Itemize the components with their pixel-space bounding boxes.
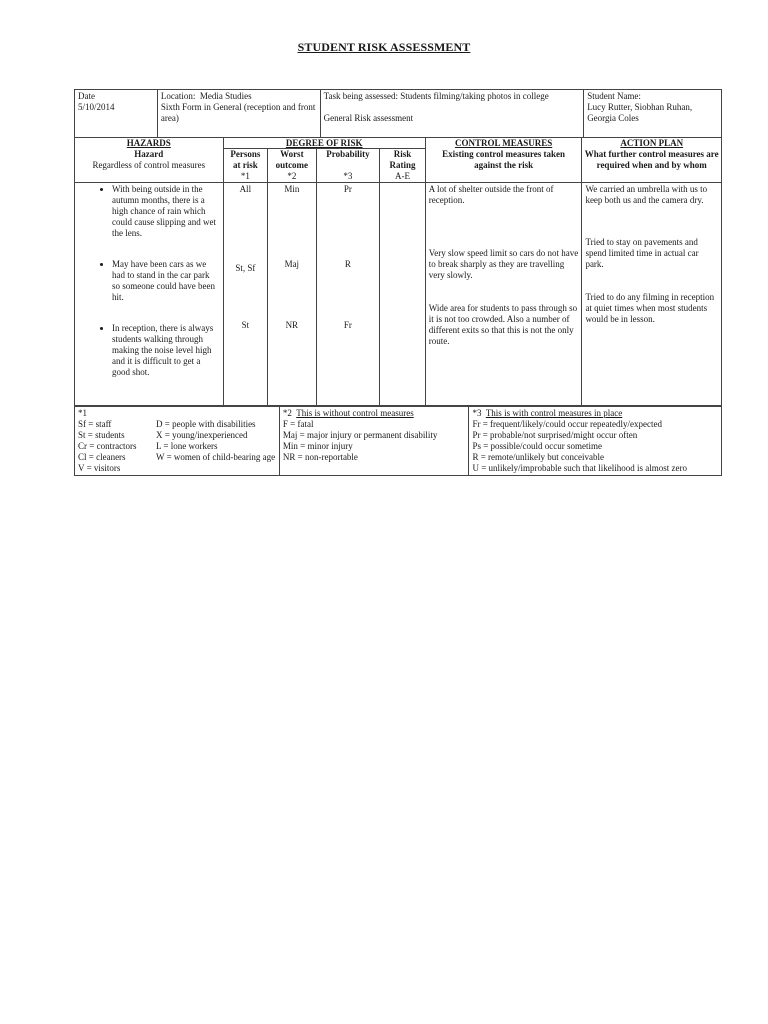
- probability-key-item: Pr = probable/not surprised/might occur often: [472, 430, 638, 440]
- key-table: [74, 406, 722, 476]
- probability-key: [469, 407, 722, 476]
- persons-key-title: *1: [78, 408, 87, 418]
- persons-value: St, Sf: [235, 263, 256, 273]
- worst-cell: [268, 183, 317, 406]
- hazard-rows: [75, 183, 722, 406]
- student-cell: [584, 90, 722, 138]
- persons-column-header: Persons at risk *1: [223, 149, 267, 183]
- persons-key-item: L = lone workers: [156, 441, 218, 451]
- probability-key-item: U = unlikely/improbable such that likelihood is almost zero: [472, 463, 688, 473]
- task-value: Students filming/taking photos in college: [400, 91, 549, 101]
- student-names: Lucy Rutter, Siobhan Ruhan, Georgia Coles: [587, 102, 693, 123]
- action-column-header: What further control measures are required when and by whom: [582, 149, 722, 183]
- worst-value: Min: [284, 184, 300, 194]
- action-text: Tried to stay on pavements and spend limited time in actual car park.: [585, 237, 699, 269]
- task-label: Task being assessed:: [323, 91, 398, 101]
- probability-key-ref: *3: [472, 408, 482, 418]
- action-text: Tried to do any filming in reception at quiet times when most students would be in lesson.: [585, 292, 715, 324]
- column-header-row: [75, 149, 722, 183]
- outcome-key: [279, 407, 469, 476]
- outcome-key-item: NR = non-reportable: [282, 452, 358, 462]
- persons-value: St: [241, 320, 250, 330]
- hazards-heading: HAZARDS: [75, 138, 224, 149]
- persons-key-item: Cl = cleaners: [78, 452, 126, 462]
- control-text: Wide area for students to pass through so it is not too crowded. Also a number of different exits so that this is not the only route.: [428, 303, 578, 346]
- probability-value: Pr: [343, 184, 352, 194]
- date-label: Date: [78, 91, 95, 101]
- hazard-list-cell: [75, 183, 224, 406]
- persons-key-item: D = people with disabilities: [156, 419, 256, 429]
- section-header-row: [75, 138, 722, 149]
- worst-value: Maj: [284, 259, 300, 269]
- degree-of-risk-heading: DEGREE OF RISK: [223, 138, 425, 149]
- location-label: Location:: [160, 91, 196, 101]
- risk-column-header: Risk Rating A-E: [380, 149, 425, 183]
- control-cell: [425, 183, 582, 406]
- persons-key-item: W = women of child-bearing age: [156, 452, 276, 462]
- hazard-item: • In reception, there is always students walking through making the noise level high and it is difficult to get a good shot.: [112, 323, 220, 378]
- location-cell: [157, 90, 320, 138]
- probability-value: Fr: [343, 320, 352, 330]
- action-cell: [582, 183, 722, 406]
- risk-table: [74, 137, 722, 406]
- outcome-key-title: This is without control measures: [296, 408, 414, 418]
- page-title: STUDENT RISK ASSESSMENT: [297, 40, 471, 54]
- hazard-list: [78, 184, 220, 378]
- control-column-header: Existing control measures taken against the risk: [425, 149, 582, 183]
- probability-key-item: Ps = possible/could occur sometime: [472, 441, 603, 451]
- outcome-key-item: Maj = major injury or permanent disability: [282, 430, 438, 440]
- worst-value: NR: [285, 320, 299, 330]
- persons-key-item: X = young/inexperienced: [156, 430, 248, 440]
- task-detail: General Risk assessment: [323, 113, 414, 123]
- student-label: Student Name:: [587, 91, 641, 101]
- worst-column-header: Worst outcome *2: [268, 149, 317, 183]
- probability-key-item: R = remote/unlikely but conceivable: [472, 452, 605, 462]
- probability-cell: [316, 183, 380, 406]
- action-text: We carried an umbrella with us to keep both us and the camera dry.: [585, 184, 708, 205]
- outcome-key-item: Min = minor injury: [282, 441, 353, 451]
- action-plan-heading: ACTION PLAN: [582, 138, 722, 149]
- hazard-item: • May have been cars as we had to stand in the car park so someone could have been hit.: [112, 259, 220, 303]
- persons-value: All: [239, 184, 252, 194]
- persons-key: [75, 407, 280, 476]
- task-cell: [320, 90, 584, 138]
- outcome-key-item: F = fatal: [282, 419, 314, 429]
- location-value: Media Studies: [199, 91, 252, 101]
- location-detail: Sixth Form in General (reception and front area): [160, 102, 316, 123]
- hazard-item: • With being outside in the autumn months, there is a high chance of rain which could cause slipping and wet the lens.: [112, 184, 220, 239]
- date-cell: [75, 90, 158, 138]
- probability-value: R: [344, 259, 351, 269]
- hazard-column-header: Hazard Regardless of control measures: [75, 149, 224, 183]
- control-text: Very slow speed limit so cars do not have to break sharply as they are travelling very slowly.: [428, 248, 579, 280]
- header-info-table: [74, 89, 722, 138]
- persons-key-item: St = students: [78, 430, 125, 440]
- persons-cell: [223, 183, 267, 406]
- probability-key-item: Fr = frequent/likely/could occur repeatedly/expected: [472, 419, 662, 429]
- persons-key-item: V = visitors: [78, 463, 121, 473]
- control-text: A lot of shelter outside the front of reception.: [428, 184, 554, 205]
- outcome-key-ref: *2: [282, 408, 292, 418]
- persons-key-item: Sf = staff: [78, 419, 112, 429]
- date-value: 5/10/2014: [78, 102, 115, 112]
- persons-key-item: Cr = contractors: [78, 441, 137, 451]
- probability-key-title: This is with control measures in place: [485, 408, 623, 418]
- risk-rating-cell: [380, 183, 425, 406]
- probability-column-header: Probability *3: [316, 149, 380, 183]
- control-measures-heading: CONTROL MEASURES: [425, 138, 582, 149]
